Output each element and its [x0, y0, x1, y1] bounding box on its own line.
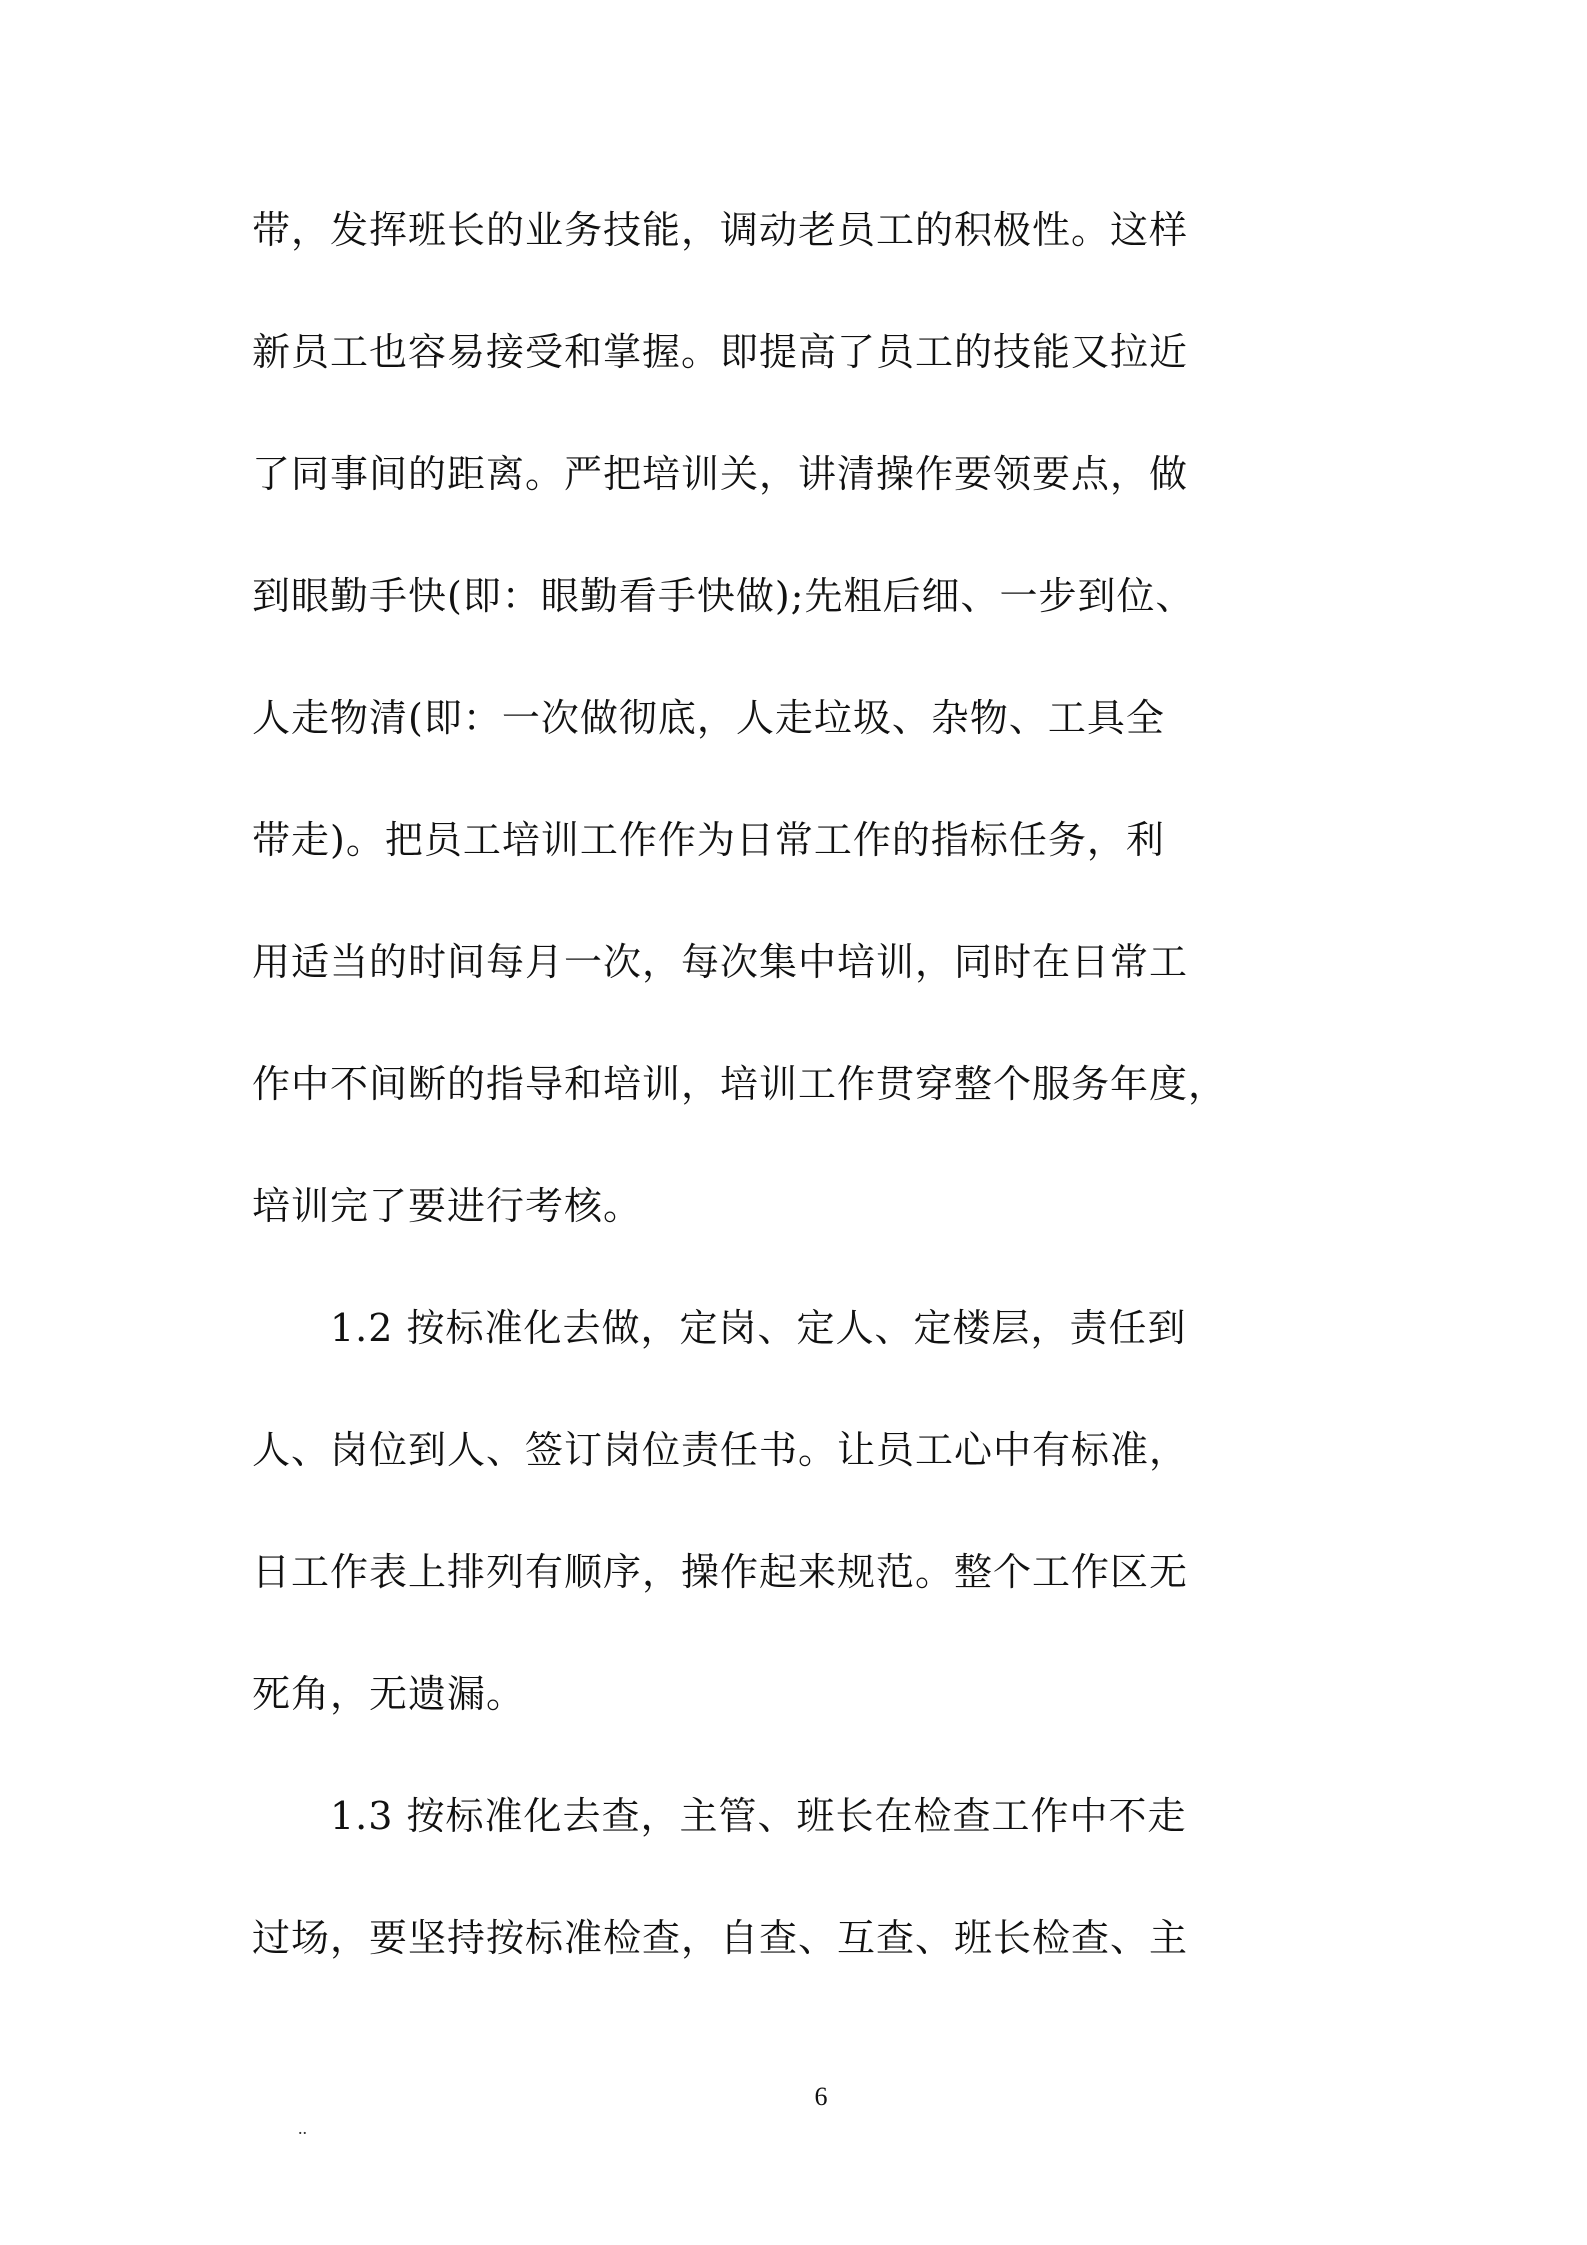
text-line: 到眼勤手快(即：眼勤看手快做);先粗后细、一步到位、: [252, 574, 1195, 618]
text-line: 培训完了要进行考核。: [252, 1184, 643, 1228]
text-line: 日工作表上排列有顺序，操作起来规范。整个工作区无: [252, 1550, 1189, 1594]
text-line: 过场，要坚持按标准检查，自查、互查、班长检查、主: [252, 1916, 1189, 1960]
text-line: 了同事间的距离。严把培训关，讲清操作要领要点，做: [252, 452, 1189, 496]
text-line: 作中不间断的指导和培训，培训工作贯穿整个服务年度，: [252, 1062, 1228, 1106]
text-line: 人走物清(即：一次做彻底，人走垃圾、杂物、工具全: [252, 696, 1165, 740]
page-number: 6: [814, 2082, 828, 2111]
footer-mark: ..: [298, 2118, 307, 2138]
text-line: 人、岗位到人、签订岗位责任书。让员工心中有标准，: [252, 1428, 1189, 1472]
text-line: 用适当的时间每月一次，每次集中培训，同时在日常工: [252, 940, 1189, 984]
text-line: 新员工也容易接受和掌握。即提高了员工的技能又拉近: [252, 330, 1189, 374]
section-heading-1-3: 1.3 按标准化去查，主管、班长在检查工作中不走: [330, 1794, 1187, 1838]
text-line: 死角，无遗漏。: [252, 1672, 526, 1716]
text-line: 带走)。把员工培训工作作为日常工作的指标任务，利: [252, 818, 1165, 862]
text-line: 带，发挥班长的业务技能，调动老员工的积极性。这样: [252, 208, 1189, 252]
section-heading-1-2: 1.2 按标准化去做，定岗、定人、定楼层，责任到: [330, 1306, 1187, 1350]
